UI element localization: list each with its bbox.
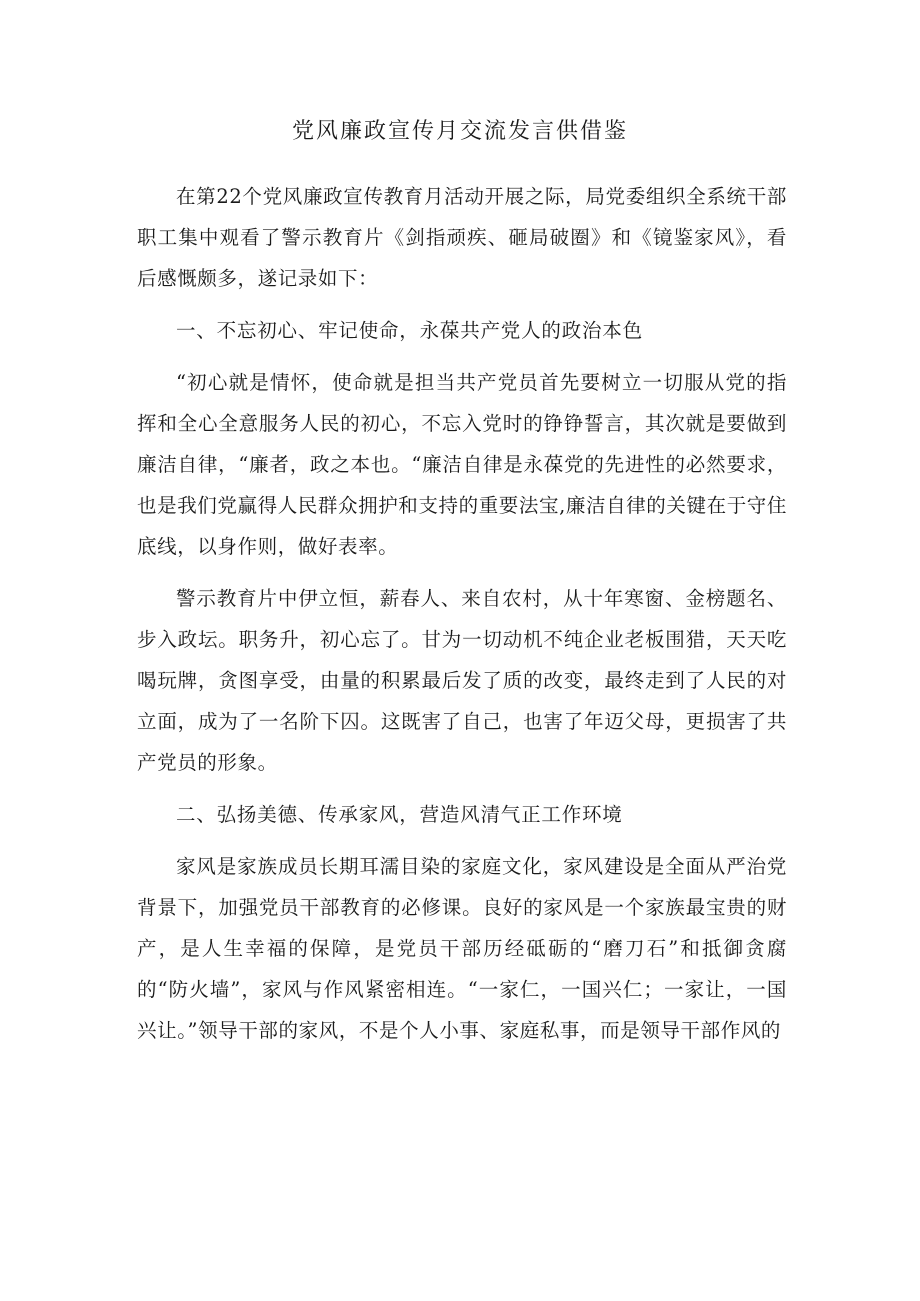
paragraph-family-tradition: 家风是家族成员长期耳濡目染的家庭文化，家风建设是全面从严治党背景下，加强党员干部教育的必修课。良好的家风是一个家族最宝贵的财产，是人生幸福的保障，是党员干部历经砥砺的“磨刀石”和抵御贪腐的“防火墙”，家风与作风紧密相连。“一家仁，一国兴仁；一家让，一国兴让。”领导干部的家风，不是个人小事、家庭私事，而是领导干部作风的	[137, 855, 787, 1042]
document-title: 党风廉政宣传月交流发言供借鉴	[291, 119, 628, 144]
paragraph-warning-case: 警示教育片中伊立恒，薪春人、来自农村，从十年寒窗、金榜题名、步入政坛。职务升，初心忘了。甘为一切动机不纯企业老板围猎，天天吃喝玩牌，贪图享受，由量的积累最后发了质的改变，最终走到了人民的对立面，成为了一名阶下囚。这既害了自己，也害了年迈父母，更损害了共产党员的形象。	[137, 587, 787, 774]
section-heading-1: 一、不忘初心、牢记使命，永葆共产党人的政治本色	[176, 319, 643, 342]
document-body	[137, 176, 787, 1051]
paragraph-intro: 在第22个党风廉政宣传教育月活动开展之际，局党委组织全系统干部职工集中观看了警示教育片《剑指顽疾、砸局破圈》和《镜鉴家风》，看后感慨颇多，遂记录如下：	[137, 185, 787, 290]
paragraph-original-aspiration: “初心就是情怀，使命就是担当共产党员首先要树立一切服从党的指挥和全心全意服务人民的初心，不忘入党时的铮铮誓言，其次就是要做到廉洁自律，“廉者，政之本也。“廉洁自律是永葆党的先进性的必然要求，也是我们党赢得人民群众拥护和支持的重要法宝,廉洁自律的关键在于守住底线，以身作则，做好表率。	[137, 371, 787, 558]
section-heading-2: 二、弘扬美德、传承家风，营造风清气正工作环境	[176, 803, 623, 826]
